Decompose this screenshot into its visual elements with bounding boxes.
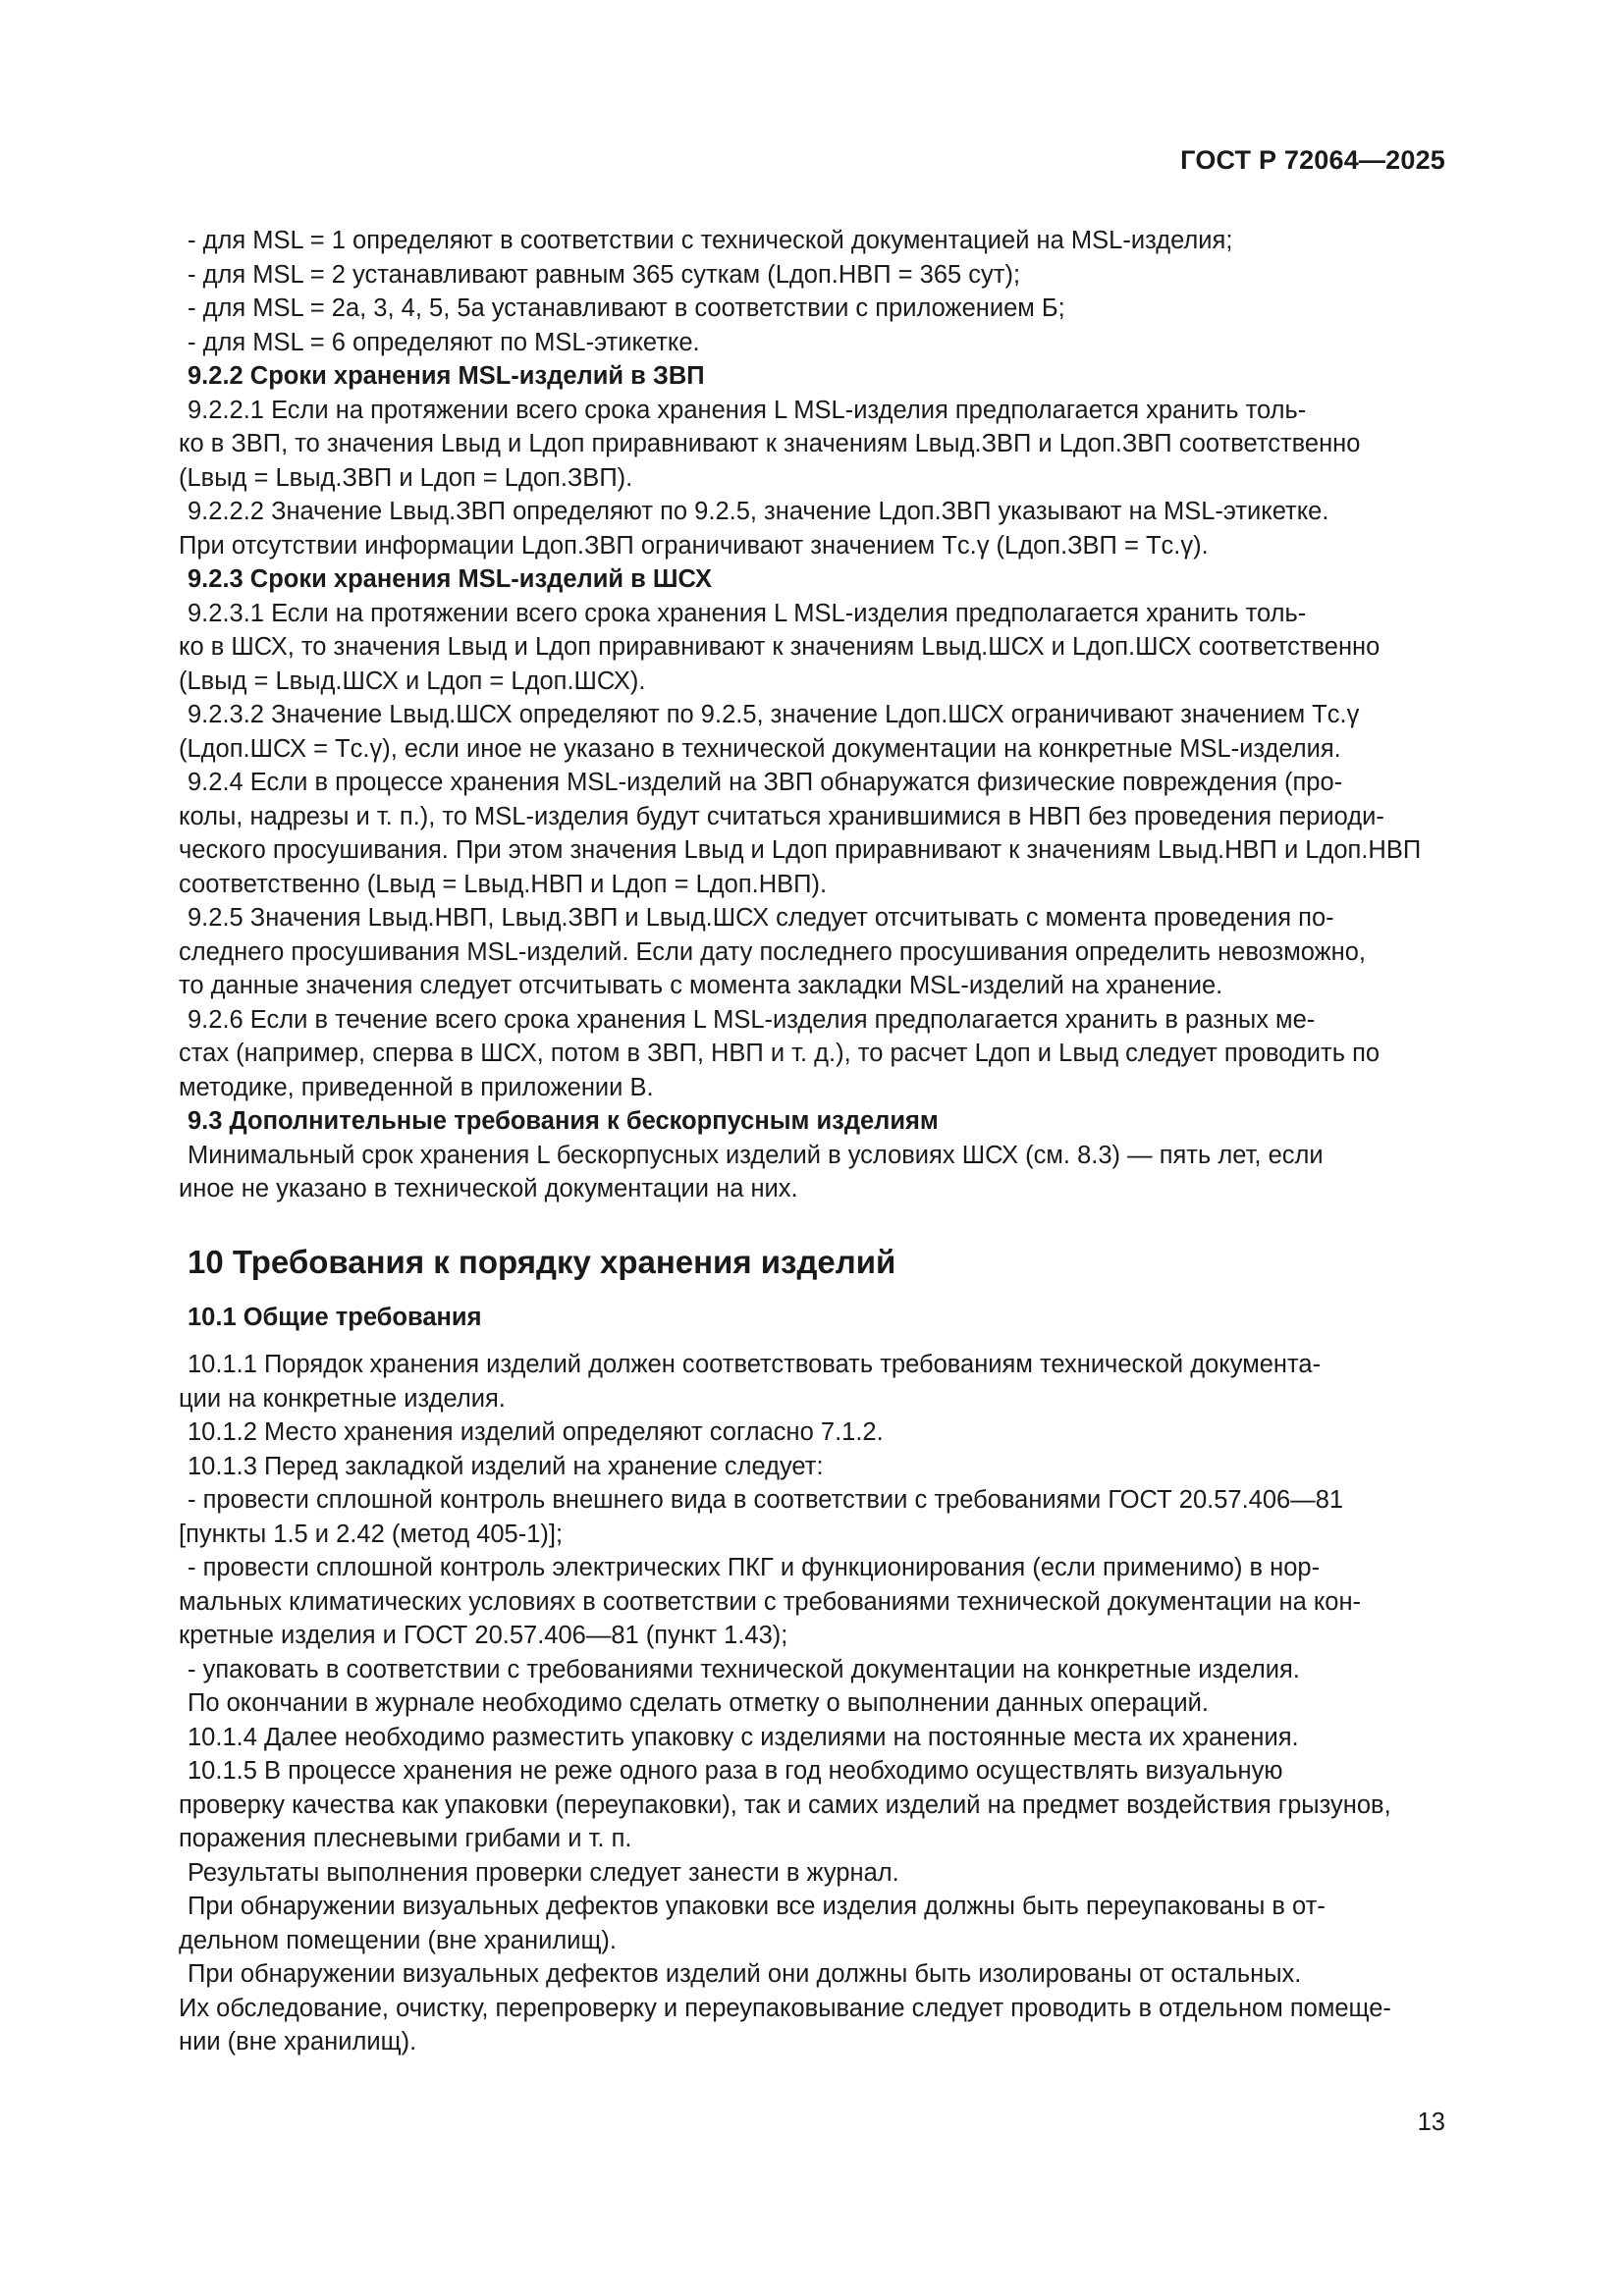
text-line: - провести сплошной контроль электрических ПКГ и функционирования (если применимо) в нор- xyxy=(188,1554,1321,1581)
text-line: 10.1.1 Порядок хранения изделий должен соответствовать требованиям технической документа- xyxy=(188,1351,1322,1378)
text-line: 9.2.3.1 Если на протяжении всего срока хранения L MSL-изделия предполагается хранить толь- xyxy=(188,599,1307,627)
text-line: - для MSL = 2 устанавливают равным 365 суткам (Lдоп.НВП = 365 сут); xyxy=(188,260,1021,289)
text-line: (Lдоп.ШСХ = Tс.γ), если иное не указано в технической документации на конкретные MSL-изделия. xyxy=(179,734,1341,763)
subsection-heading: 9.2.2 Сроки хранения MSL-изделий в ЗВП xyxy=(188,362,705,390)
text-line: кретные изделия и ГОСТ 20.57.406—81 (пункт 1.43); xyxy=(179,1622,788,1649)
subsection-heading: 9.2.3 Сроки хранения MSL-изделий в ШСХ xyxy=(188,565,712,593)
text-line: мальных климатических условиях в соответствии с требованиями технической документации на кон- xyxy=(179,1587,1362,1616)
text-line: то данные значения следует отсчитывать с момента закладки MSL-изделий на хранение. xyxy=(179,972,1223,999)
text-line: методике, приведенной в приложении В. xyxy=(179,1073,654,1101)
text-line: ко в ШСХ, то значения Lвыд и Lдоп приравнивают к значениям Lвыд.ШСХ и Lдоп.ШСХ соответственно xyxy=(179,633,1380,661)
text-line: 10.1.4 Далее необходимо разместить упаковку с изделиями на постоянные места их хранения. xyxy=(188,1723,1299,1751)
text-line: По окончании в журнале необходимо сделать отметку о выполнении данных операций. xyxy=(188,1689,1209,1717)
text-line: поражения плесневыми грибами и т. п. xyxy=(179,1825,632,1852)
text-line: Результаты выполнения проверки следует занести в журнал. xyxy=(188,1858,899,1887)
text-line: - для MSL = 2a, 3, 4, 5, 5a устанавливают в соответствии с приложением Б; xyxy=(188,294,1065,322)
text-line: Минимальный срок хранения L бескорпусных изделий в условиях ШСХ (см. 8.3) — пять лет, если xyxy=(188,1141,1324,1169)
subsection-heading: 10.1 Общие требования xyxy=(188,1303,482,1331)
text-line: 9.2.4 Если в процессе хранения MSL-изделий на ЗВП обнаружатся физические повреждения (про- xyxy=(188,769,1343,796)
section-heading: 10 Требования к порядку хранения изделий xyxy=(188,1243,896,1280)
text-line: - провести сплошной контроль внешнего вида в соответствии с требованиями ГОСТ 20.57.406—81 xyxy=(188,1486,1344,1514)
subsection-heading: 9.3 Дополнительные требования к бескорпусным изделиям xyxy=(188,1107,939,1135)
text-line: ции на конкретные изделия. xyxy=(179,1384,506,1413)
text-line: дельном помещении (вне хранилищ). xyxy=(179,1926,618,1954)
text-line: - для MSL = 6 определяют по MSL-этикетке. xyxy=(188,328,700,356)
page-body xyxy=(179,224,1445,2059)
text-line: 9.2.3.2 Значение Lвыд.ШСХ определяют по 9.2.5, значение Lдоп.ШСХ ограничивают значением Tс.γ xyxy=(188,701,1360,728)
text-line: При отсутствии информации Lдоп.ЗВП ограничивают значением Tс.γ (Lдоп.ЗВП = Tс.γ). xyxy=(179,531,1209,560)
text-line: следнего просушивания MSL-изделий. Если дату последнего просушивания определить невозможно, xyxy=(179,937,1367,966)
text-line: При обнаружении визуальных дефектов изделий они должны быть изолированы от остальных. xyxy=(188,1960,1302,1988)
text-line: 10.1.3 Перед закладкой изделий на хранение следует: xyxy=(188,1452,824,1480)
text-line: иное не указано в технической документации на них. xyxy=(179,1175,798,1202)
text-line: проверку качества как упаковки (переупаковки), так и самих изделий на предмет воздействия грызунов, xyxy=(179,1790,1391,1819)
text-line: стах (например, сперва в ШСХ, потом в ЗВП, НВП и т. д.), то расчет Lдоп и Lвыд следует проводить по xyxy=(179,1040,1380,1067)
text-line: (Lвыд = Lвыд.ШСХ и Lдоп = Lдоп.ШСХ). xyxy=(179,667,646,695)
text-line: нии (вне хранилищ). xyxy=(179,2028,417,2056)
text-line: (Lвыд = Lвыд.ЗВП и Lдоп = Lдоп.ЗВП). xyxy=(179,463,633,492)
page-number: 13 xyxy=(1417,2109,1445,2136)
text-line: При обнаружении визуальных дефектов упаковки все изделия должны быть переупакованы в от- xyxy=(188,1893,1326,1920)
text-line: соответственно (Lвыд = Lвыд.НВП и Lдоп = Lдоп.НВП). xyxy=(179,870,828,898)
text-line: колы, надрезы и т. п.), то MSL-изделия будут считаться хранившимися в НВП без проведения периоди- xyxy=(179,802,1384,830)
text-line: ко в ЗВП, то значения Lвыд и Lдоп приравнивают к значениям Lвыд.ЗВП и Lдоп.ЗВП соответственно xyxy=(179,430,1361,457)
text-line: [пункты 1.5 и 2.42 (метод 405-1)]; xyxy=(179,1520,564,1548)
text-line: 9.2.5 Значения Lвыд.НВП, Lвыд.ЗВП и Lвыд.ШСХ следует отсчитывать с момента проведения по- xyxy=(188,904,1334,932)
text-line: - упаковать в соответствии с требованиями технической документации на конкретные изделия. xyxy=(188,1655,1300,1683)
text-line: - для MSL = 1 определяют в соответствии с технической документацией на MSL-изделия; xyxy=(188,227,1233,254)
text-line: 9.2.6 Если в течение всего срока хранения L MSL-изделия предполагается хранить в разных ме- xyxy=(188,1005,1316,1034)
text-line: 10.1.5 В процессе хранения не реже одного раза в год необходимо осуществлять визуальную xyxy=(188,1757,1283,1785)
text-line: 10.1.2 Место хранения изделий определяют согласно 7.1.2. xyxy=(188,1418,884,1446)
text-line: 9.2.2.2 Значение Lвыд.ЗВП определяют по 9.2.5, значение Lдоп.ЗВП указывают на MSL-этикетке. xyxy=(188,498,1329,525)
document-code: ГОСТ Р 72064—2025 xyxy=(1180,145,1445,175)
text-line: 9.2.2.1 Если на протяжении всего срока хранения L MSL-изделия предполагается хранить толь- xyxy=(188,396,1307,424)
text-line: Их обследование, очистку, перепроверку и переупаковывание следует проводить в отдельном помеще- xyxy=(179,1994,1391,2022)
text-line: ческого просушивания. При этом значения Lвыд и Lдоп приравнивают к значениям Lвыд.НВП и Lдоп.НВП xyxy=(179,836,1422,864)
